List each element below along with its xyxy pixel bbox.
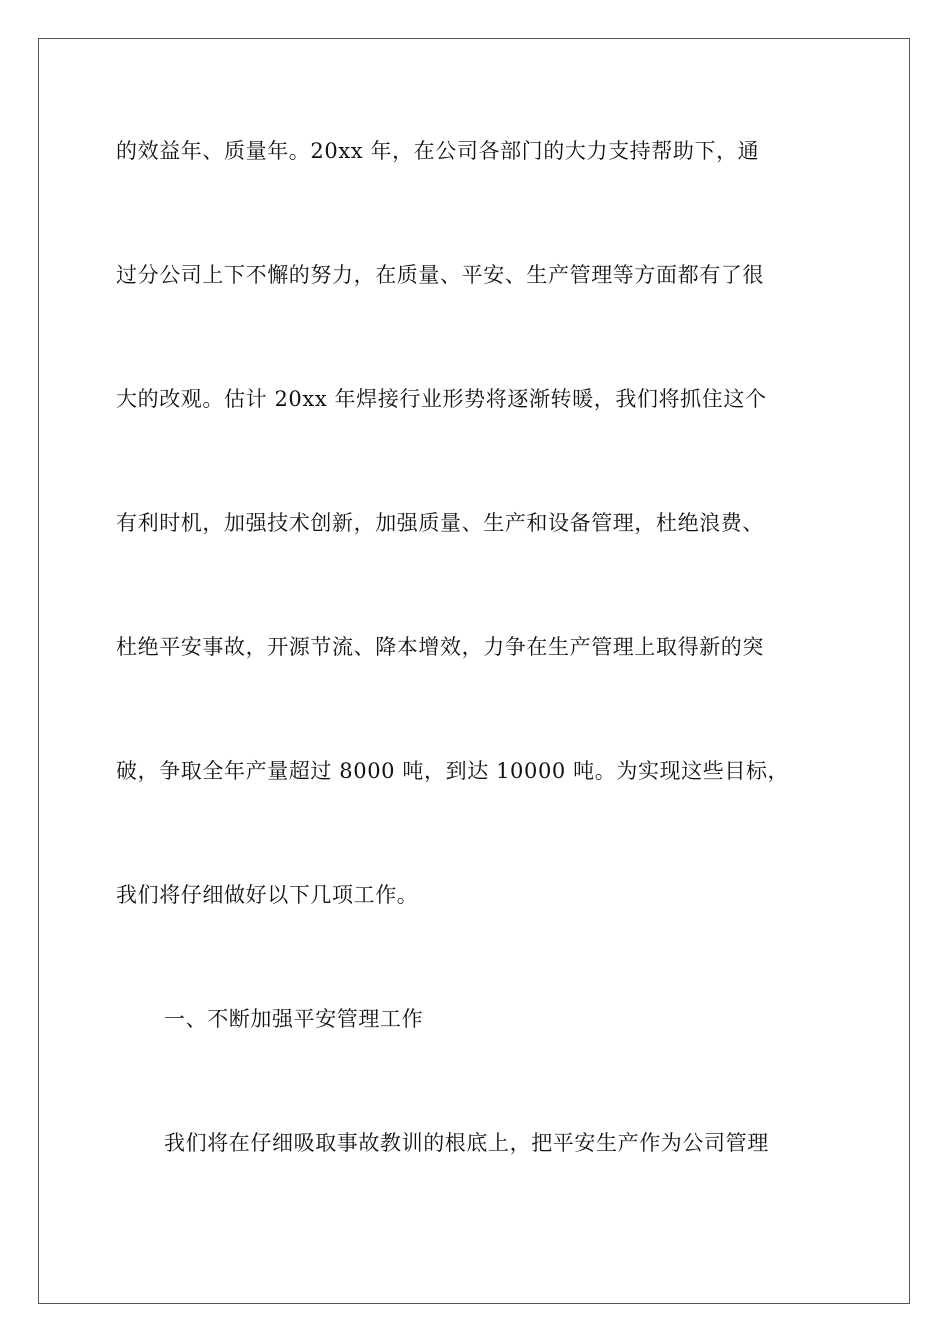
body-text-line: 的效益年、质量年。20xx 年，在公司各部门的大力支持帮助下，通 — [116, 139, 760, 163]
body-text-line: 杜绝平安事故，开源节流、降本增效，力争在生产管理上取得新的突 — [116, 635, 764, 659]
body-text-line: 有利时机，加强技术创新，加强质量、生产和设备管理，杜绝浪费、 — [116, 511, 764, 535]
body-text-line: 破，争取全年产量超过 8000 吨，到达 10000 吨。为实现这些目标， — [116, 759, 790, 783]
body-text-line: 过分公司上下不懈的努力，在质量、平安、生产管理等方面都有了很 — [116, 263, 764, 287]
body-text-line: 我们将仔细做好以下几项工作。 — [116, 883, 419, 907]
section-heading: 一、不断加强平安管理工作 — [164, 1007, 424, 1031]
paragraph-first-line: 我们将在仔细吸取事故教训的根底上，把平安生产作为公司管理 — [164, 1131, 769, 1155]
body-text-line: 大的改观。估计 20xx 年焊接行业形势将逐渐转暖，我们将抓住这个 — [116, 387, 767, 411]
page-border — [38, 38, 910, 1304]
